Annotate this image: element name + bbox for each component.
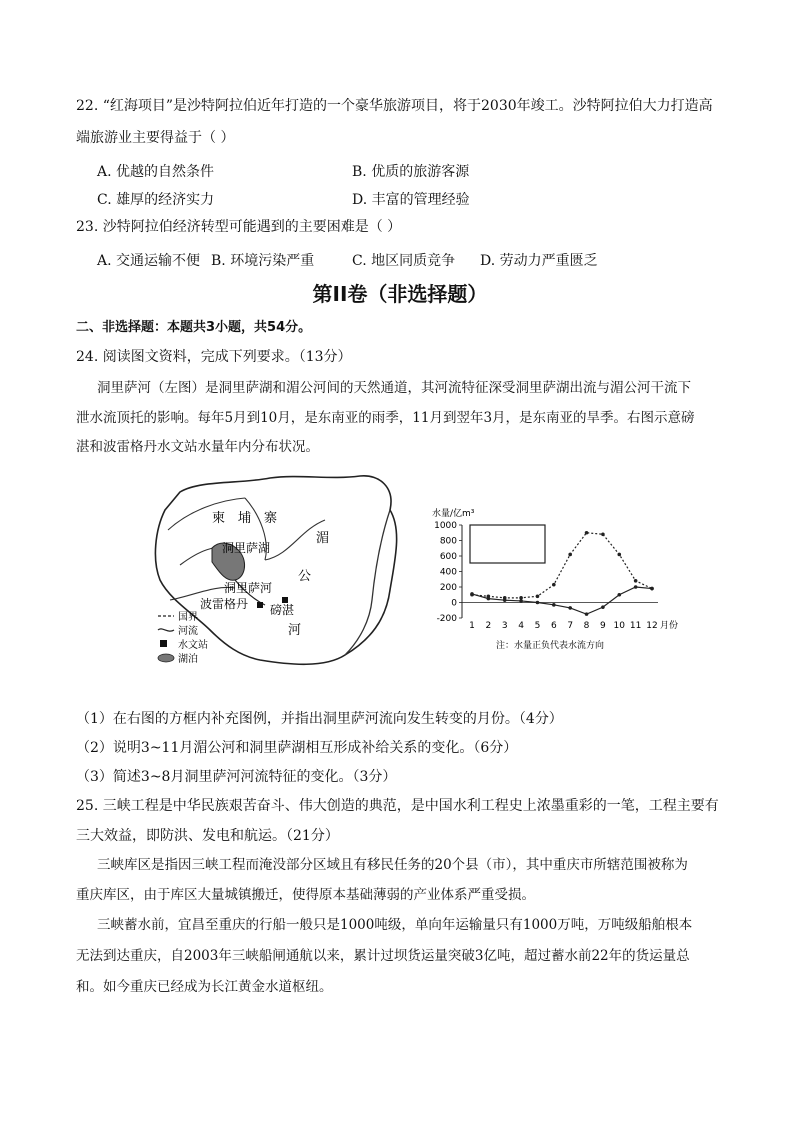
- series-2-point: [585, 612, 589, 616]
- q25-para1-line1: 三峡库区是指因三峡工程而淹没部分区域且有移民任务的20个县（市），其中重庆市所辖范围被称为: [97, 857, 688, 873]
- q23-stem: 23. 沙特阿拉伯经济转型可能遇到的主要困难是（ ）: [76, 219, 402, 235]
- q25-para2-line2: 无法到达重庆，自2003年三峡船闸通航以来，累计过坝货运量突破3亿吨，超过蓄水前22年的货运量总: [76, 948, 690, 964]
- q24-figure: [140, 470, 680, 680]
- q22-option-a: A. 优越的自然条件: [97, 164, 215, 180]
- legend-station-symbol: [160, 640, 167, 647]
- x-tick-label: 9: [600, 621, 606, 631]
- y-tick-label: 200: [439, 583, 457, 593]
- q22-stem-line2: 端旅游业主要得益于（ ）: [76, 130, 235, 146]
- q22-option-b: B. 优质的旅游客源: [352, 164, 470, 180]
- map-country-char-1: 柬: [212, 511, 226, 526]
- x-tick-label: 10: [613, 621, 625, 631]
- x-tick-label: 8: [583, 621, 590, 631]
- series-1-point: [568, 553, 572, 557]
- series-2-point: [536, 601, 540, 605]
- series-2-point: [634, 585, 638, 589]
- x-tick-label: 6: [550, 621, 557, 631]
- series-2-point: [503, 598, 507, 602]
- y-tick-label: 1000: [434, 521, 457, 531]
- q24-para-line1: 洞里萨河（左图）是洞里萨湖和湄公河间的天然通道，其河流特征深受洞里萨湖出流与湄公河干流下: [97, 380, 691, 396]
- section2-heading: 二、非选择题：本题共3小题，共54分。: [76, 320, 312, 335]
- series-2-point: [617, 593, 621, 597]
- q23-option-b: B. 环境污染严重: [211, 253, 315, 269]
- q24-para-line2: 泄水流顶托的影响。每年5月到10月，是东南亚的雨季，11月到翌年3月，是东南亚的旱季。右图示意磅: [76, 410, 695, 426]
- water-volume-chart: [432, 507, 678, 651]
- q22-option-c: C. 雄厚的经济实力: [97, 192, 215, 208]
- y-tick-label: 400: [439, 567, 457, 578]
- legend-lake-symbol: [158, 654, 174, 662]
- part2-title: 第II卷（非选择题）: [312, 282, 488, 306]
- series-1-point: [585, 531, 589, 535]
- series-1-point: [617, 553, 621, 557]
- series-1-point: [634, 579, 638, 583]
- series-1-point: [536, 595, 540, 599]
- q25-para2-line3: 和。如今重庆已经成为长江黄金水道枢纽。: [76, 979, 333, 995]
- series-2-point: [552, 603, 556, 607]
- map-country-char-3: 寨: [264, 511, 278, 526]
- series-2-point: [487, 597, 491, 601]
- map-country-char-2: 埔: [238, 511, 252, 526]
- y-tick-label: -200: [436, 614, 457, 624]
- mekong-river: [345, 510, 390, 655]
- series-2-point: [519, 599, 523, 603]
- x-tick-label: 2: [485, 621, 492, 631]
- map-mekong-char-2: 公: [298, 569, 312, 584]
- x-tick-label: 5: [534, 621, 541, 631]
- series-2-point: [470, 592, 474, 596]
- x-tick-label: 3: [501, 621, 508, 631]
- map-river-label: 洞里萨河: [224, 581, 273, 595]
- q24-intro: 24. 阅读图文资料，完成下列要求。（13分）: [76, 349, 352, 365]
- map-lake-label: 洞里萨湖: [222, 541, 271, 555]
- series-1-point: [519, 596, 523, 600]
- series-2-point: [568, 606, 572, 610]
- q23-option-c: C. 地区同质竞争: [352, 253, 456, 269]
- chart-ylabel: 水量/亿m³: [432, 509, 475, 519]
- series-line-1: [472, 533, 652, 598]
- map-station2-label: 磅湛: [270, 603, 295, 617]
- q22-option-d: D. 丰富的管理经验: [352, 192, 470, 208]
- chart-xlabel: 月份: [660, 621, 679, 631]
- q24-subq1: （1）在右图的方框内补充图例，并指出洞里萨河流向发生转变的月份。（4分）: [76, 711, 563, 727]
- series-1-point: [552, 583, 556, 587]
- q24-para-line3: 湛和波雷格丹水文站水量年内分布状况。: [76, 439, 319, 455]
- chart-legend-box: [470, 525, 545, 563]
- chart-note: 注：水量正负代表水流方向: [496, 641, 605, 651]
- series-2-point: [650, 587, 654, 591]
- x-tick-label: 4: [518, 621, 524, 631]
- x-tick-label: 11: [629, 621, 642, 631]
- q23-option-a: A. 交通运输不便: [97, 253, 201, 269]
- station-pore-kdam: [257, 602, 263, 608]
- q24-subq2: （2）说明3~11月湄公河和洞里萨湖相互形成补给关系的变化。（6分）: [76, 740, 518, 756]
- x-tick-label: 1: [469, 621, 475, 631]
- series-2-point: [601, 605, 605, 609]
- x-tick-label: 12: [646, 621, 658, 631]
- q25-para2-line1: 三峡蓄水前，宜昌至重庆的行船一般只是1000吨级，单向年运输量只有1000万吨，万吨级船舶根本: [97, 917, 693, 933]
- q22-stem-line1: 22. “红海项目”是沙特阿拉伯近年打造的一个豪华旅游项目，将于2030年竣工。沙特阿拉伯大力打造高: [76, 98, 713, 114]
- legend-station-label: 水文站: [178, 640, 208, 651]
- q25-stem-line1: 25. 三峡工程是中华民族艰苦奋斗、伟大创造的典范，是中国水利工程史上浓墨重彩的一笔，工程主要有: [76, 798, 719, 814]
- legend-river-symbol: [158, 629, 174, 631]
- x-tick-label: 7: [567, 621, 574, 631]
- q24-subq3: （3）简述3~8月洞里萨河河流特征的变化。（3分）: [76, 769, 397, 785]
- q23-option-d: D. 劳动力严重匮乏: [480, 253, 598, 269]
- q25-stem-line2: 三大效益，即防洪、发电和航运。（21分）: [76, 828, 339, 844]
- cambodia-map: [155, 476, 396, 665]
- map-station1-label: 波雷格丹: [200, 597, 249, 611]
- y-tick-label: 800: [439, 536, 457, 547]
- y-tick-label: 600: [439, 552, 457, 562]
- y-tick-label: 0: [451, 598, 457, 609]
- q25-para1-line2: 重庆库区，由于库区大量城镇搬迁，使得原本基础薄弱的产业体系严重受损。: [76, 887, 535, 903]
- legend-river-label: 河流: [178, 626, 198, 637]
- legend-lake-label: 湖泊: [178, 654, 198, 665]
- map-legend: [158, 611, 208, 665]
- map-mekong-char-3: 河: [288, 623, 302, 638]
- series-line-2: [472, 587, 652, 614]
- series-1-point: [601, 533, 605, 537]
- legend-border-label: 国界: [178, 612, 198, 623]
- map-mekong-char-1: 湄: [316, 531, 330, 546]
